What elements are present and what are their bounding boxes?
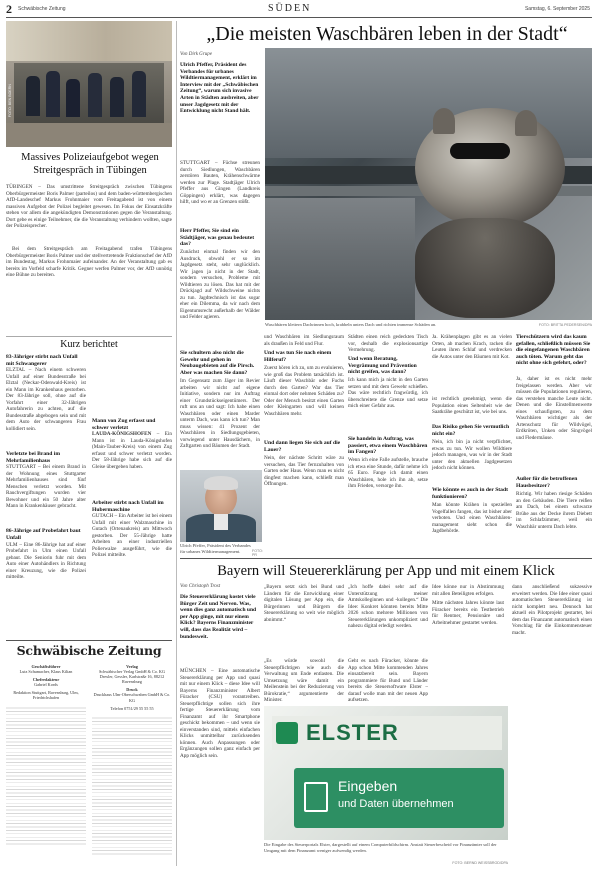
second-body-5: Idee könne nur in Abstimmung mit allen Beteiligten erfolgen.: [432, 584, 504, 597]
main-a4: Nein, der nächste Schritt wäre zu versuchen, das Tier fernzuhalten von Garten oder Haus. Wenn man es nicht dingfest machen kann, schließt man Öffnungen.: [264, 455, 344, 487]
section-title: SÜDEN: [268, 3, 312, 14]
kurz-item-3-head: 86-Jährige auf Probefahrt baut Unfall: [6, 528, 81, 541]
imp-col1-body-3: Redaktion Stuttgart, Ravensburg, Ulm, Friedrichshafen: [13, 690, 79, 701]
main-a11: Richtig. Wir haben riesige Schäden an den Gebäuden. Die Tiere reißen am Dach, bei einem schwarze Brühe aus der Decke ihrem Diebett im Schlafzimmer, weil ein Waschbär unterm Dach lebte.: [516, 491, 592, 530]
raccoon-photo: [265, 48, 592, 320]
left-article-body-2: Bei dem Streitgespräch am Freitagabend trafen Tübingens Oberbürgermeister Boris Palmer und der stellvertretende Fraktionschef der AfD im Bundestag, Markus Frohnmaier aufeinander. An der Veranstaltung gab es bereits im Vorfeld scharfe Kritik. Gegner werfen Palmer vor, der AfD unnötig eine Bühne zu bereiten.: [6, 246, 172, 278]
second-lead: Die Steuererklärung kostet viele Bürger Zeit und Nerven. Was, wenn dies ganz automatisch und per App ginge, mit nur einem Klick? Bayerns Finanzminister will, dass das Realität wird – bundesweit.: [180, 594, 257, 640]
left-article-body-1: TÜBINGEN – Das umstrittene Streitgespräch zwischen Tübingens Oberbürgermeister Boris Palmer (parteilos) und dem baden-württembergischen AfD-Landeschef Markus Frohnmaier vom Freitagabend ist von einem massiven Aufgebot der Polizei begleitet gewesen. Im Fokus der Einsatzkräfte stehen vor allem die angekündigten Demonstrationen gegen die Veranstaltung. Dort gebe es einige Teilnehmer, die die Veranstaltung verhindern wollten, sagte der Polizeisprecher.: [6, 184, 172, 229]
second-headline: Bayern will Steuererklärung per App und mit einem Klick: [217, 563, 555, 579]
portrait-credit: FOTO: PR: [252, 549, 263, 557]
main-col3-cont: und Waschbären im Siedlungsraum als draußen in Feld und Flur.: [264, 334, 344, 347]
second-body-2: „Ich hoffe dabei sehr auf die Unterstützung meiner Amtskolleginnen und -kollegen.“ Die Idee: Konkret könnten bereits Mitte 2026 schon mehrere Millionen von Steuererklärungen unkompliziert und nahezu digital erledigt werden.: [348, 584, 428, 629]
main-q1: Herr Pfeffer, Sie sind ein Städtjäger, was genau bedeutet das?: [180, 228, 255, 248]
impressum-col-2: [92, 664, 172, 864]
main-a1: Zunächst einmal finden wir den Ausdruck, obwohl er so im Jagdgesetz steht, sehr unglücklich. Wir jagen ja nicht in der Stadt, sondern versuchen, Probleme mit Wildtieren zu lösen. Das hat mit der Drückjagd auf Wildschweine nichts zu tun. Jagdtechnisch ist das sogar eher ein Dilemma, da wir nach dem Eigentumsrecht außerhalb der Wälder und Felder agieren.: [180, 249, 260, 320]
police-photo: [6, 21, 172, 147]
second-body-1: MÜNCHEN – Eine automatische Steuererklärung per App und quasi mit nur einem Klick – diese Idee will Bayerns Finanzminister Albert Füracker (CSU) vorantreiben. Steuerpflichtige sollen sich ihre fertige Steuererklärung vom Finanzamt auf ihr Smartphone geschickt bekommen – und wenn sie einverstanden sind, mittels einfachen Klicks unmittelbar zurücksenden können. Auch Anpassungen oder Ergänzungen sollen ganz einfach per App möglich sein.: [180, 668, 260, 759]
elster-input-card: [294, 768, 504, 828]
imp-col2-head: Verlag: [126, 664, 138, 669]
police-photo-credit: FOTO: BEN BOERN: [8, 83, 12, 117]
main-col5-cont: ist rechtlich genehmigt, wenn die Population eines Seltenheit wie der Saatkrähe geschützt ist, wie bei uns.: [432, 396, 512, 415]
kurz-item-2-head: Verletzte bei Brand im Mehrfamilienhaus: [6, 451, 61, 464]
column-divider: [176, 21, 177, 866]
paper-short: Schwäbische Zeitung: [18, 6, 66, 12]
ulrich-portrait: [180, 470, 262, 542]
main-q2: Sie schultern also nicht die Gewehr und gehen in Neubaugebieten auf die Pirsch. Aber was machen Sie dann?: [180, 350, 255, 376]
kurz-col-2: [92, 354, 172, 640]
imp-filler-2: [92, 715, 172, 855]
main-q11: Außer für die betroffenen Hausbesitzer?: [516, 476, 578, 489]
main-q6: Sie handeln in Auftrag, was passiert, etwa einem Waschbären im Fangen?: [348, 436, 428, 456]
kurz-item-5-body: GUTACH – Ein Arbeiter ist bei einem Unfall mit einer Walzmaschine in Gutach (Ortenaukreis) am Mittwoch gestorben. Der 55-Jährige hatte Arbeiten an einer industriellen Polierwalze ausgeführt, wie die Polizei mitteilte.: [92, 513, 172, 559]
kurz-item-1-body: ELZTAL – Nach einem schweren Unfall auf einer Bundesstraße bei Elztal (Neckar-Odenwald-Kreis) ist ein Mann im Krankenhaus gestorben. Der 83-Jährige soll, ohne auf die Vorfahrt einer 32-Jährigen Autofahrerin zu achten, auf die Bundesstraße abgebogen sein und mit dem Auto der schwangeren Frau kollidiert sein.: [6, 367, 86, 432]
left-article-rule: [6, 336, 172, 337]
raccoon-photo-credit: FOTO: BRITTA PEDERSEN/DPA: [538, 323, 592, 327]
elster-title: ELSTER: [306, 720, 399, 745]
second-byline: Von Christoph Trost: [180, 584, 221, 589]
second-body-6: Mitte nächsten Jahres könnte laut Füracker bereits ein Testbetrieb für Rentner, Pensionäre und Arbeitnehmer gestartet werden.: [432, 600, 504, 626]
second-body-4: Geht es nach Füracker, könnte die App schon Mitte kommenden Jahres einsatzbereit sein. Bayern programmiere für Bund und Länder bereits die Steuersoftware Elster – darauf wolle man mit der neuen App aufsetzen.: [348, 658, 428, 703]
main-lead: Ulrich Pfeffer, Präsident des Verbandes für urbanes Wildtiermanagement, erklärt im Interview mit der „Schwäbischen Zeitung“, warum sich invasive Arten in Städten ausbreiten, aber unser Jagdgesetz mit der Entwicklung nicht Stand hält.: [180, 62, 259, 115]
elster-logo-icon: [276, 722, 298, 744]
main-a7: Ja. Krähenplagen gibt es an vielen Orten, ab machen Krach, racken die Leuten ihren Schlaf und verdrecken die Autos unter den Bäumen mit Kot.: [432, 334, 512, 360]
elster-credit: FOTO: BERND WEISSBROD/DPA: [452, 861, 508, 865]
kurz-item-4-body: Ein Mann ist in Lauda-Königshofen (Main-Tauber-Kreis) von einem Zug erfasst und schwer verletzt worden. Der 58-Jährige habe sich auf die Gleise übergeben haben.: [92, 431, 172, 470]
masthead-logo: Schwäbische Zeitung: [16, 643, 162, 658]
page-header: [0, 0, 598, 18]
kurz-title: Kurz berichtet: [60, 339, 118, 350]
kurz-item-2-body: STUTTGART – Bei einem Brand in der Wohnung eines Stuttgarter Mehrfamilienhauses sind fünf Menschen verletzt worden. Mit Rauchvergiftungen wurden vier Bewohner und ein 50 Jahre alter Mann in Krankenhäuser gebracht.: [6, 464, 86, 510]
main-q5: Und wenn Beratung, Vergrämung und Prävention nicht greifen, was dann?: [348, 356, 417, 376]
main-col1-intro: STUTTGART – Füchse streunen durch Siedlungen, Waschbären zerstören Bauten, Krähenschwärme werden zur Plage. Stadtjäger Ulrich Pfeffer aus Gingen (Landkreis Göppingen) erklärt, was dagegen hilft, und wo er an Grenzen stößt.: [180, 160, 260, 205]
main-byline: Von Dirk Grupe: [180, 52, 212, 57]
second-body-7: dann anschließend sukzessive erweitert werden. Die Idee einer quasi automatischen Steuererklärung ist nicht komplett neu. Dennoch hat aktuell ein Pilotprojekt gestartet, bei dem das Finanzamt automatisch einen Vorschlag für die Einkommensteuer macht.: [512, 584, 592, 636]
kurz-item-4-line: LAUDA-KÖNIGSHOFEN – Ein Mann ist in Lauda-Königshofen (Main-Tauber-Kreis) von einem Zug erfasst und schwer verletzt worden. Der 58-Jährige habe sich auf die Gleise übergeben haben.: [92, 431, 172, 470]
kurz-item-1-head: 83-Jähriger stirbt nach Unfall mit Schwangerer: [6, 354, 78, 367]
header-rule: [6, 17, 592, 18]
imp-col1-head: Geschäftsführer: [31, 664, 61, 669]
main-bottom-rule: [180, 558, 592, 559]
main-q10: Tierschützern wird das kaum gefallen, schließlich müssen Sie die eingefangenen Waschbären auch töten. Warum geht das nicht ohne sich gefehrt, oder?: [516, 334, 591, 367]
kurz-item-3-body: ULM – Eine 86-Jährige hat auf einer Probefahrt in Ulm einen Unfall gebaut. Die Seniorin fuhr mit dem Auto einer Autohändlers in Richtung einer Kreuzung, wie die Polizei mitteilte.: [6, 541, 86, 581]
kurz-item-4-place: LAUDA-KÖNIGSHOFEN: [92, 431, 152, 438]
main-headline: „Die meisten Waschbären leben in der Stadt“: [206, 23, 568, 45]
imp-filler-1: [6, 705, 86, 845]
kurz-bottom-rule: [6, 640, 172, 641]
main-a10: Ja, daher ist es nicht mehr freigelassen werden. Aber wir müssen die Populationen regulieren, das verstehen manche Leute nicht. Denen und die Einstellmenwerte eines schaufigsten, zu dem Waschbären wichtiger als der Artenschutz für Wildvögel, Erdkröten, Unken oder Singvögel und Fledermäuse.: [516, 376, 592, 441]
second-body-1b: „Bayern setzt sich bei Bund und Ländern für die Entwicklung einer digitalen Lösung per App ein, die Bürgerinnen und Bürgern die Steuererklärung so weit wie möglich abnimmt.“: [264, 584, 344, 623]
elster-line-1: Eingeben: [338, 778, 398, 794]
kurz-item-4-head: Mann von Zug erfasst und schwer verletzt: [92, 418, 156, 431]
main-a3: Zuerst hören ich zu, um zu evaluieren, wie groß das Problem tatsächlich ist. Läuft dieser Waschbär oder Fuchs durch den Garten? War das Tier einmal dort oder nehmen Schäden zu? Oder der Mensch besitzt einen Garten oder Kleingarten und will keinen Waschbären mehr.: [264, 365, 344, 417]
imp-col1-head-2: Chefredakteur: [32, 677, 60, 683]
second-body-3: „Es würde sowohl die Steuerpflichtigen wie auch die Verwaltung um Ende entlasten. Die Umsetzung wäre damit ein Meilenstein bei der Reduzierung von Bürokratie,“ argumentierte der Minister.: [264, 658, 344, 703]
page-number: 2: [6, 2, 12, 16]
portrait-caption: Ulrich Pfeffer, Präsident des Verbandes für urbanes Wildtiermanagement.: [180, 543, 251, 554]
raccoon-photo-caption: Waschbären klettern Dachrinnen hoch, krabbeln unters Dach und richten immense Schäden an.: [265, 322, 437, 327]
kurz-item-5-head: Arbeiter stirbt nach Unfall im Hubermaschine: [92, 500, 164, 513]
impressum-col-1: [6, 664, 86, 864]
main-a2: Im Gegensatz zum Jäger im Revier arbeiten wir nicht auf eigene Initiative, sondern nur im Auftrag einer Grundstückseigentümers. Der ruft uns an und sagt: Ich habe einen Waschbären oder einen Marder unterm Dach, was kann ich tun? Man muss wissen: 41 Prozent der Waschbären in Siedlungsgebieten, vorwiegend unter Hausdächern, in Zaftgarten und Bäumen der Stadt.: [180, 378, 260, 449]
main-a8: Nein, ich bin ja nicht verpflichtet, etwas zu tun. Wir wollen Wildtiere jedoch managen, was wir in der Stadt unter den aktuellen Jagdgesetzen jedoch nicht können.: [432, 439, 512, 471]
main-col4-cont: Städten einen reich gedeckten Tisch vor, deshalb die explosionsartige Vermehrung.: [348, 334, 428, 353]
imp-col1-body-2: Gabriel Kords: [34, 682, 58, 688]
upload-icon: [304, 782, 328, 812]
elster-line-2: und Daten übernehmen: [338, 798, 454, 810]
elster-logo-bar: [272, 716, 502, 750]
main-q3: Und was tun Sie nach einem Hilferuf?: [264, 350, 332, 363]
main-a6: Wenn ich eine Falle aufstelle, brauche ich etwa eine Stunde, dafür nehme ich 65 Euro. Fange ich damit einen Waschbären, hole ich ihn ab, setze ihm Frieden, versorge ihn.: [348, 457, 428, 489]
main-a5: Ich kann mich ja nicht in den Garten setzen und mit dem Gewehr schießen. Das wäre rechtlich fragwürdig, ich überschreitete die Grenze und setze mich einer Gefahr aus.: [348, 377, 428, 409]
page-date: Samstag, 6. September 2025: [524, 6, 590, 12]
main-q8: Das Risiko gehen Sie vermutlich nicht ein?: [432, 424, 510, 437]
imp-col2-body: Schwäbischer Verlag GmbH & Co. KG Drexler, Gessler, Karlstraße 16, 88212 Ravensburg: [99, 669, 165, 685]
elster-photo: [264, 706, 508, 840]
imp-col2-body-3: Telefon 0751/29 55 55 55: [110, 705, 154, 711]
left-article-headline: Massives Polizeiaufgebot wegen Streitgespräch in Tübingen: [21, 152, 159, 176]
kurz-col-1: [6, 354, 86, 640]
main-q9: Wie könnte es auch in der Stadt funktionieren?: [432, 487, 508, 500]
imp-col2-body-2: Druckhaus Ulm-Oberschwaben GmbH & Co. KG: [93, 692, 171, 703]
main-q4: Und dann liegen Sie sich auf die Lauer?: [264, 440, 341, 453]
imp-col1-body: Lutz Schumacher, Klaus Kilian: [19, 669, 73, 675]
elster-caption: Die Eingabe des Steuerportals Elster, dargestellt auf einem Computerbildschirm. Anstatt Steuerbescheid vor Finanzämter soll der Umgang mit dem Finanzamt weniger aufwendig werden.: [264, 842, 497, 853]
main-a9: Man könnte Krähen in speziellen Vogelfallen fangen, das ist bisher aber verboten. Und einen Waschbären-management sieht schon die Jagdbehörde.: [432, 502, 512, 534]
imp-col2-head-2: Druck: [126, 687, 138, 693]
